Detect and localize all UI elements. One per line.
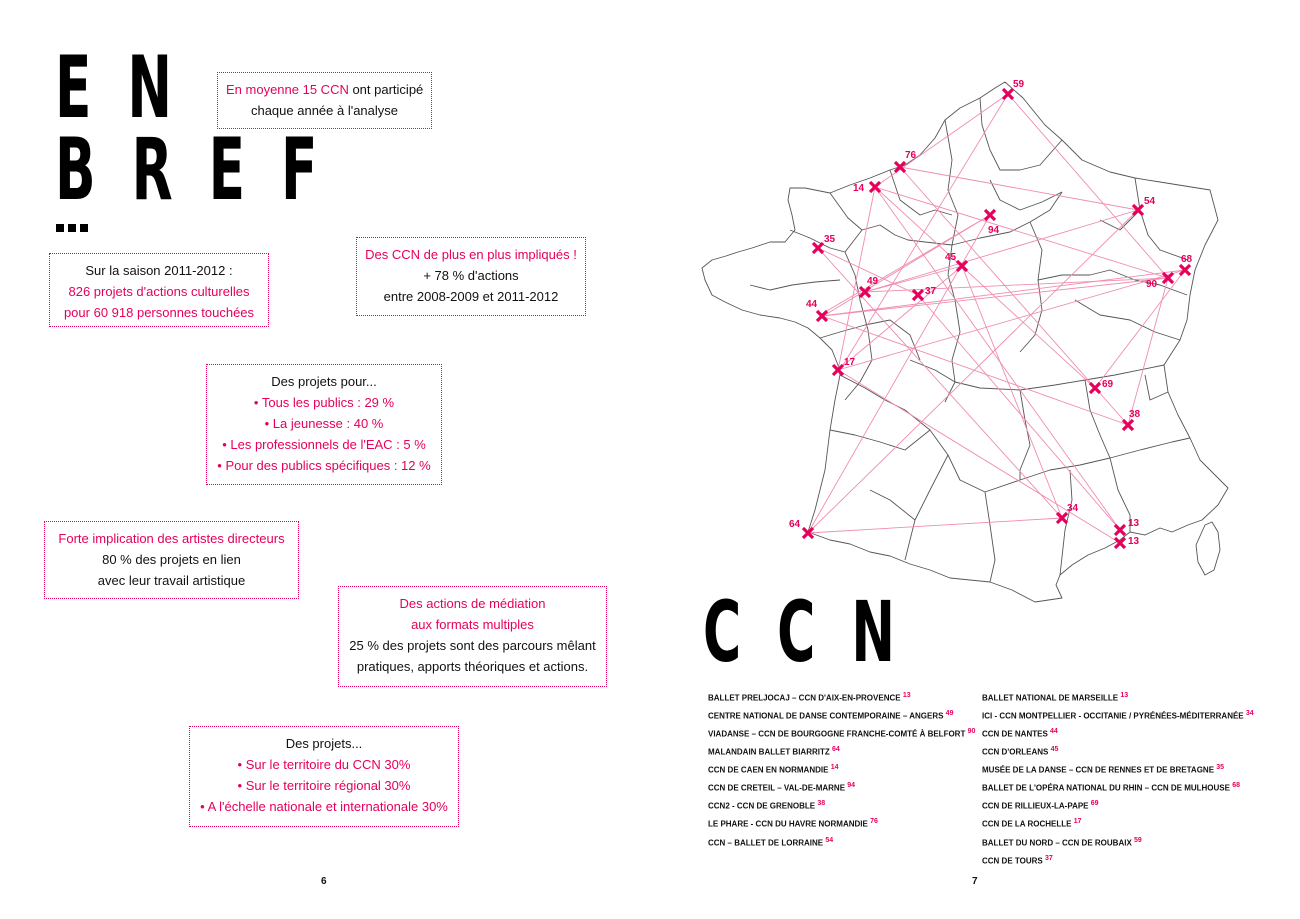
projets-pour-heading: Des projets pour... [271,374,377,389]
ccn-list-item [982,851,1254,869]
ccn-list-item [982,724,1254,742]
ccn-name: BALLET DU NORD – CCN DE ROUBAIX [982,838,1132,848]
ccn-list-left [708,688,975,851]
map-marker [913,286,937,300]
map-marker [1115,536,1140,548]
page-number-left: 6 [321,876,327,887]
marker-label: 59 [1013,79,1025,90]
ccn-list-item [708,742,975,760]
territoire-heading: Des projets... [285,736,363,751]
marker-label: 44 [806,299,818,310]
ccn-name: BALLET PRELJOCAJ – CCN D'AIX-EN-PROVENCE [708,693,901,703]
ccn-dept: 13 [1120,692,1129,699]
ccn-dept: 44 [1050,728,1058,736]
artistes-box [44,521,299,599]
map-marker [853,182,880,194]
marker-label: 94 [988,225,1000,236]
ccn-name: CCN DE RILLIEUX-LA-PAPE [982,802,1089,812]
ccn-list-item [708,814,975,832]
ccn-dept: 35 [1216,764,1225,772]
ccn-list-item [982,814,1254,832]
ccn-list-item [982,742,1254,760]
territoire-box [189,726,459,827]
ccn-list-item [708,724,975,742]
ccn-list-item [708,706,975,724]
map-marker [1123,409,1141,430]
ccn-list-item [982,760,1254,778]
implication-line1: Des CCN de plus en plus impliqués ! [365,247,577,262]
ccn-name: CCN – BALLET DE LORRAINE [708,838,824,848]
marker-label: 34 [1067,503,1079,514]
projets-pour-item: • La jeunesse : 40 % [264,416,384,431]
page-number-right: 7 [972,876,978,887]
projets-pour-box [206,364,442,485]
mediation-line4: pratiques, apports théoriques et actions. [356,659,589,674]
marker-label: 35 [824,234,836,245]
ccn-list-item [708,778,975,796]
ccn-title: CCN [703,583,931,681]
artistes-line2: 80 % des projets en lien [102,552,241,567]
saison-line1: Sur la saison 2011-2012 : [85,263,233,278]
marker-label: 14 [853,183,865,194]
ccn-name: CCN D'ORLEANS [982,747,1049,757]
implication-line3: entre 2008-2009 et 2011-2012 [383,289,559,304]
ccn-dept: 38 [817,800,826,808]
ccn-list-right [982,688,1254,869]
participation-box [217,72,432,129]
marker-label: 64 [789,519,801,530]
mediation-box [338,586,607,687]
marker-label: 54 [1144,196,1156,207]
ccn-name: LE PHARE - CCN DU HAVRE NORMANDIE [708,820,868,830]
map-marker [860,276,879,297]
territoire-item: • Sur le territoire du CCN 30% [237,757,411,772]
participation-highlight: En moyenne 15 CCN [226,82,349,97]
implication-box [356,237,586,316]
implication-line2: + 78 % d'actions [423,268,519,283]
marker-label: 38 [1129,409,1141,420]
map-marker [833,357,856,375]
ccn-list-item [982,833,1254,851]
saison-box [49,253,269,327]
ccn-dept: 14 [830,764,839,772]
ccn-dept: 76 [870,818,878,826]
artistes-line1: Forte implication des artistes directeurs [58,531,285,546]
ccn-name: CCN DE TOURS [982,856,1043,866]
marker-label: 17 [844,357,856,368]
marker-label: 49 [867,276,879,287]
ccn-list-item [708,796,975,814]
ccn-dept: 68 [1232,782,1241,790]
france-map [690,70,1250,615]
ccn-name: CCN2 - CCN DE GRENOBLE [708,802,816,812]
mediation-line3: 25 % des projets sont des parcours mêlant [349,638,596,653]
ccn-list-item [982,706,1254,724]
ccn-dept: 13 [902,692,911,699]
mediation-line2: aux formats multiples [411,617,534,632]
map-marker [1090,379,1114,393]
map-marker [1180,254,1193,275]
ccn-name: VIADANSE – CCN DE BOURGOGNE FRANCHE-COMTÉ À BELFORT [708,729,966,739]
ccn-list-item [982,688,1254,706]
map-marker [806,299,827,321]
ccn-name: ICI - CCN MONTPELLIER - OCCITANIE / PYRÉNÉES-MÉDITERRANÉE [982,711,1244,721]
projets-pour-item: • Les professionnels de l'EAC : 5 % [222,437,426,452]
saison-line3: pour 60 918 personnes touchées [63,305,255,320]
marker-label: 69 [1102,379,1114,390]
artistes-line3: avec leur travail artistique [97,573,246,588]
ccn-list-item [708,688,975,706]
ccn-name: BALLET DE L'OPÉRA NATIONAL DU RHIN – CCN DE MULHOUSE [982,783,1230,793]
ccn-dept: 94 [847,782,856,790]
marker-label: 90 [1146,279,1158,290]
ccn-dept: 54 [825,836,834,844]
ccn-dept: 37 [1044,854,1053,862]
marker-label: 13 [1128,518,1140,529]
participation-line2: chaque année à l'analyse [250,103,399,118]
map-marker [1133,196,1156,215]
map-marker [813,234,836,253]
ccn-name: CENTRE NATIONAL DE DANSE CONTEMPORAINE – ANGERS [708,711,944,721]
saison-line2: 826 projets d'actions culturelles [68,284,250,299]
heading-dots [56,219,92,237]
map-marker [895,150,917,172]
ccn-list-item [982,796,1254,814]
participation-rest: ont participé [348,82,424,97]
marker-label: 13 [1128,536,1140,547]
marker-label: 37 [925,286,937,297]
mediation-line1: Des actions de médiation [399,596,546,611]
territoire-item: • Sur le territoire régional 30% [237,778,411,793]
ccn-list-item [708,833,975,851]
corsica-outline [1196,522,1220,575]
ccn-dept: 64 [832,746,840,754]
ccn-dept: 17 [1073,818,1082,826]
ccn-dept: 90 [967,728,976,736]
ccn-name: CCN DE CRETEIL – VAL-DE-MARNE [708,783,846,793]
ccn-name: MUSÉE DE LA DANSE – CCN DE RENNES ET DE BRETAGNE [982,765,1215,775]
heading-en: EN [55,38,208,138]
ccn-dept: 69 [1090,800,1099,808]
ccn-list-item [982,778,1254,796]
projets-pour-item: • Tous les publics : 29 % [253,395,395,410]
ccn-list-item [708,760,975,778]
marker-label: 68 [1181,254,1193,265]
ccn-name: CCN DE CAEN EN NORMANDIE [708,765,829,775]
heading-bref: BREF [55,120,354,220]
marker-label: 76 [905,150,917,161]
territoire-item: • A l'échelle nationale et internationale 30% [200,799,448,814]
map-marker [1115,518,1140,535]
ccn-dept: 59 [1134,836,1142,844]
ccn-name: CCN DE LA ROCHELLE [982,820,1072,830]
ccn-dept: 45 [1050,746,1059,754]
marker-label: 45 [945,252,957,263]
ccn-dept: 49 [945,710,954,718]
projets-pour-item: • Pour des publics spécifiques : 12 % [217,458,431,473]
ccn-name: BALLET NATIONAL DE MARSEILLE [982,693,1119,703]
ccn-name: CCN DE NANTES [982,729,1048,739]
ccn-dept: 34 [1245,710,1254,718]
ccn-name: MALANDAIN BALLET BIARRITZ [708,747,830,757]
